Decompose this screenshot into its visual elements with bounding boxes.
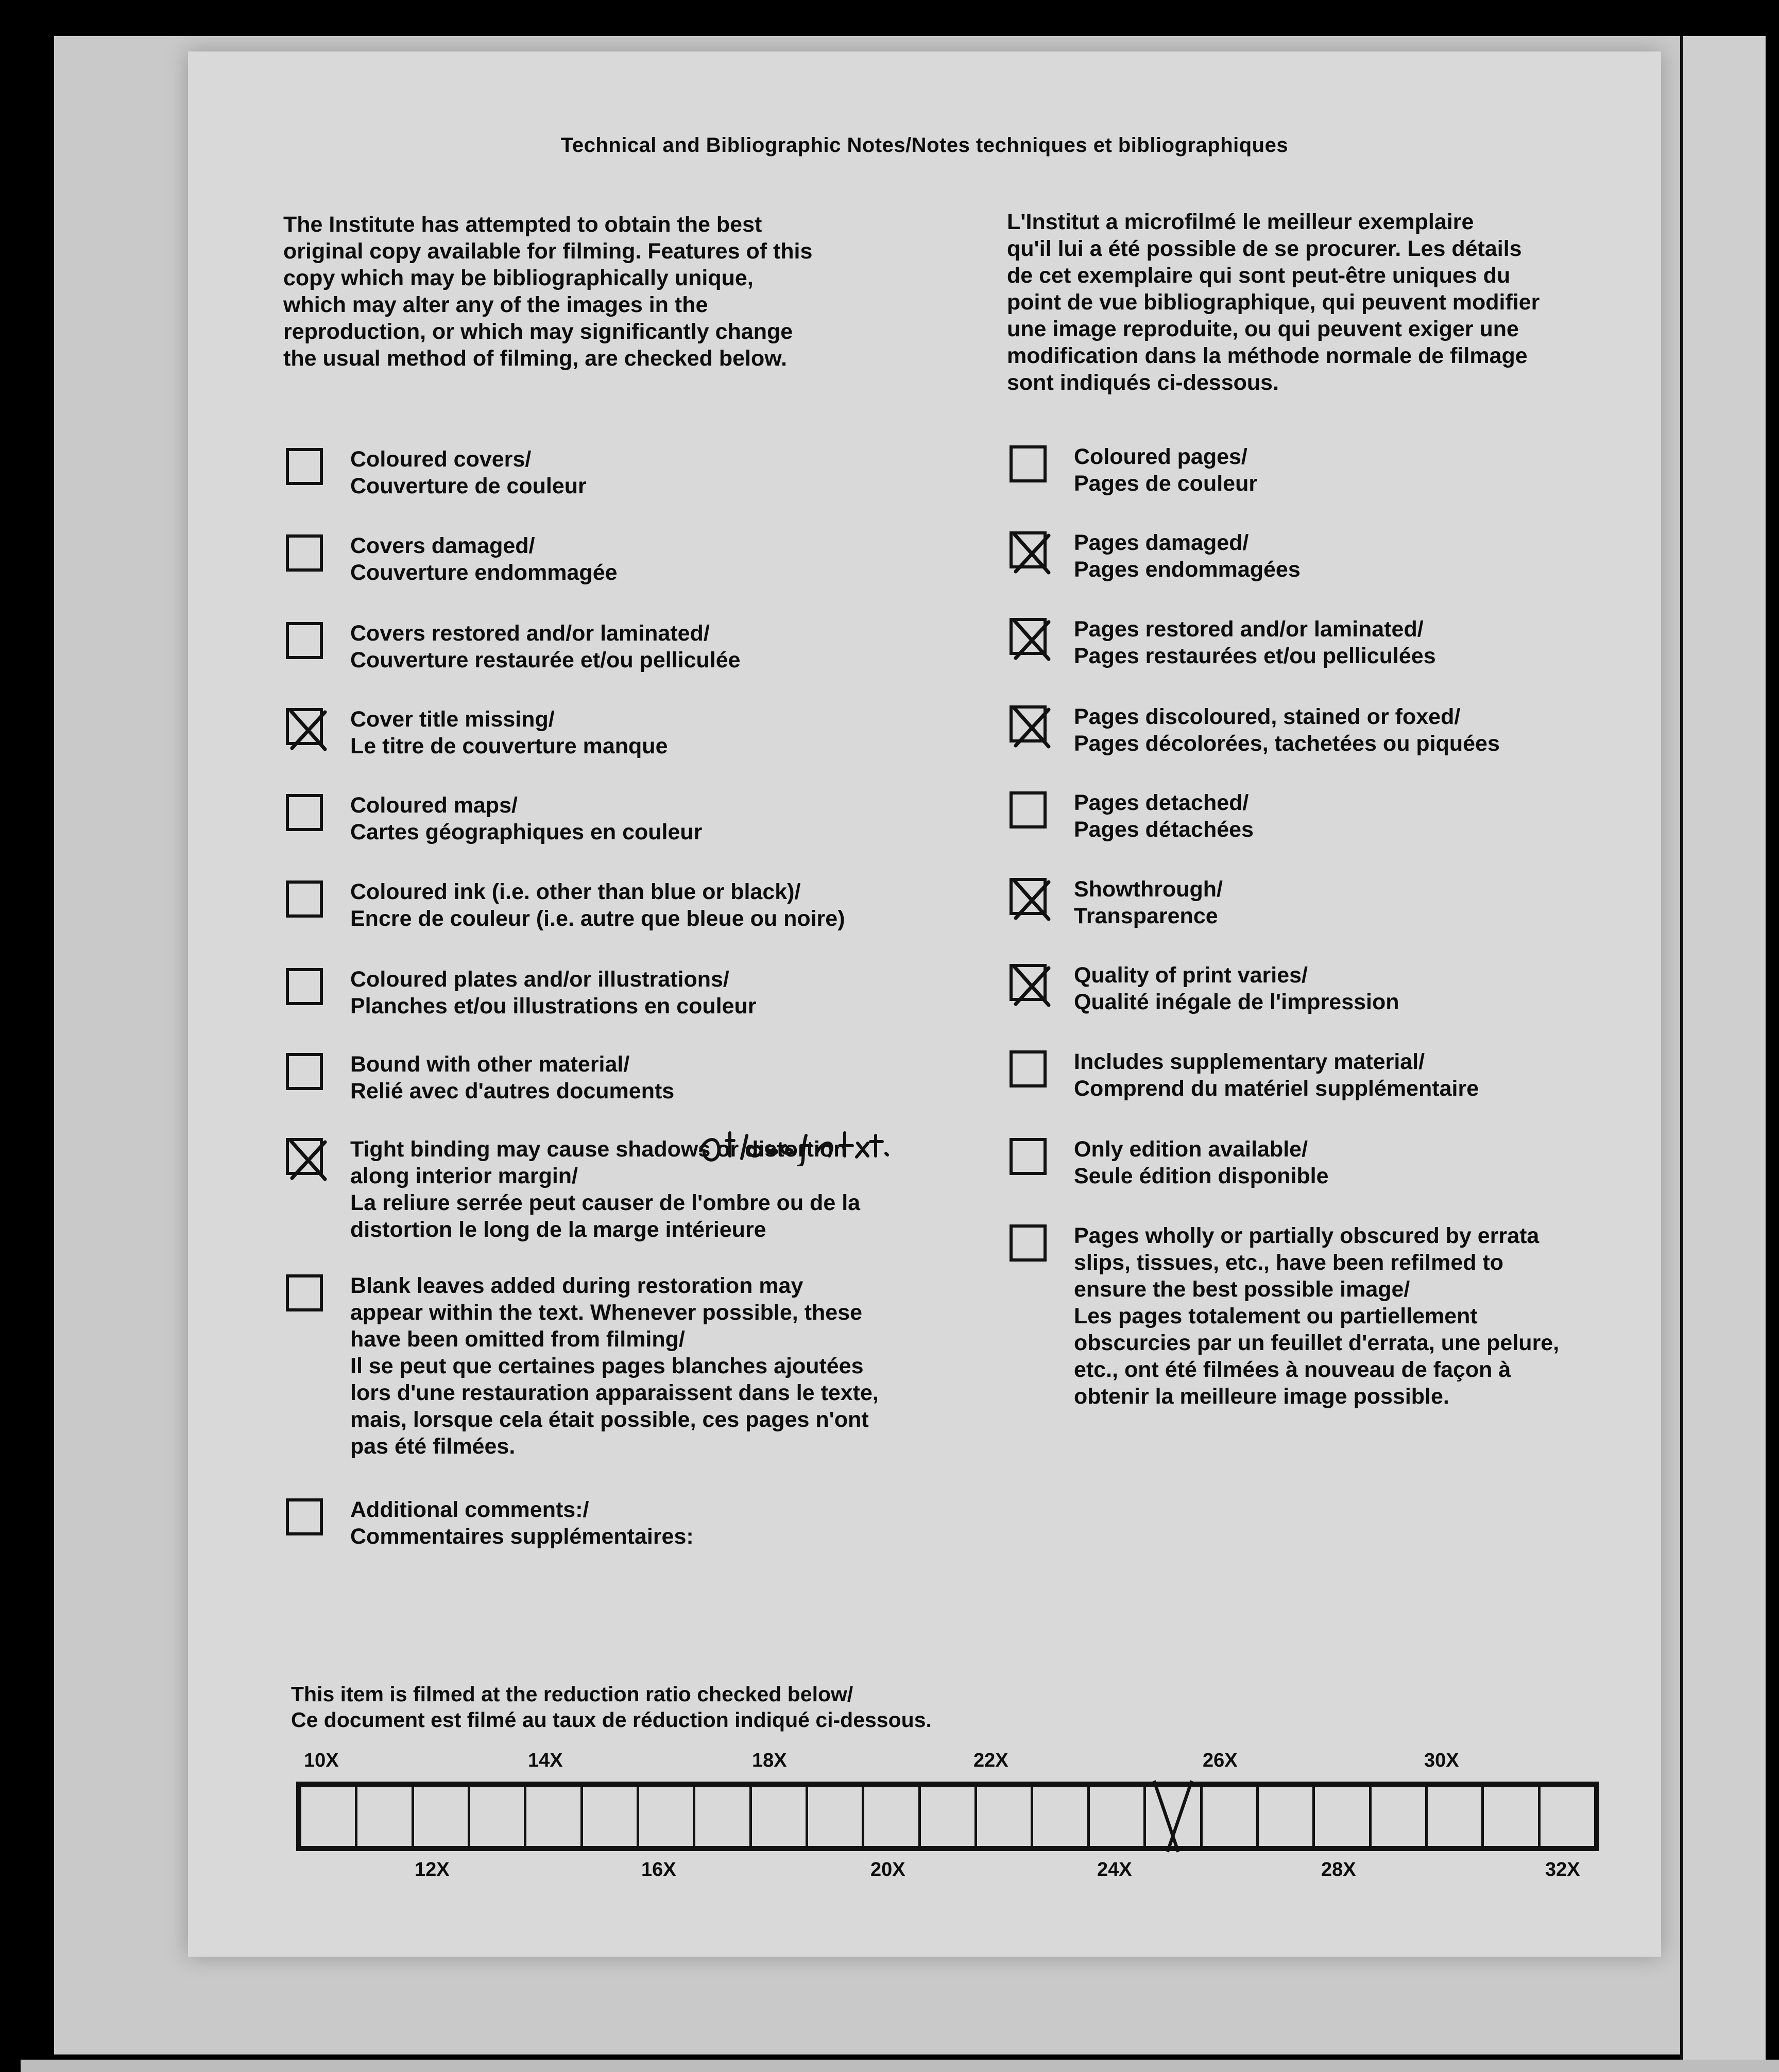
checkbox-unchecked[interactable] xyxy=(1010,445,1047,482)
ratio-cell[interactable] xyxy=(977,1787,1033,1846)
checklist-item-label: Quality of print varies/ Qualité inégale de l'impression xyxy=(1074,963,1399,1014)
ratio-label-bottom: 12X xyxy=(415,1859,450,1880)
checklist-item-label: Tight binding may cause shadows or distortion along interior margin/ La reliure serrée peut causer de l'ombre ou de la distortion le long de la marge intérieure xyxy=(350,1137,861,1242)
reduction-ratio-table xyxy=(296,1782,1599,1851)
ratio-cell[interactable] xyxy=(808,1787,864,1846)
check-cross-mark xyxy=(1005,701,1057,753)
ratio-label-top: 30X xyxy=(1424,1750,1459,1771)
ratio-cell[interactable] xyxy=(414,1787,470,1846)
checkbox-unchecked[interactable] xyxy=(1010,1050,1047,1087)
checkbox-unchecked[interactable] xyxy=(286,1053,323,1090)
checkbox-unchecked[interactable] xyxy=(1010,1224,1047,1262)
ratio-cell[interactable] xyxy=(526,1787,583,1846)
ratio-cell[interactable] xyxy=(583,1787,639,1846)
checklist-item-label: Covers restored and/or laminated/ Couverture restaurée et/ou pelliculée xyxy=(350,621,741,672)
checkbox-checked[interactable] xyxy=(1010,878,1047,915)
check-cross-mark xyxy=(1005,614,1057,665)
ratio-cell[interactable] xyxy=(357,1787,414,1846)
ratio-cell[interactable] xyxy=(921,1787,977,1846)
check-cross-mark xyxy=(282,704,333,755)
adjacent-frame xyxy=(1680,36,1766,2065)
check-cross-mark xyxy=(1005,960,1057,1011)
ratio-cell[interactable] xyxy=(1315,1787,1371,1846)
checklist-item-label: Pages restored and/or laminated/ Pages restaurées et/ou pelliculées xyxy=(1074,617,1436,668)
checklist-item-label: Cover title missing/ Le titre de couverture manque xyxy=(350,707,668,758)
checkbox-unchecked[interactable] xyxy=(286,880,323,918)
ratio-check-mark xyxy=(1146,1787,1200,1846)
checkbox-unchecked[interactable] xyxy=(286,794,323,831)
ratio-label-top: 14X xyxy=(528,1750,563,1771)
film-edge xyxy=(21,2060,1779,2072)
ratio-cell[interactable] xyxy=(1428,1787,1484,1846)
ratio-cell[interactable] xyxy=(695,1787,751,1846)
checklist-item-label: Coloured pages/ Pages de couleur xyxy=(1074,444,1258,496)
ratio-label-top: 26X xyxy=(1203,1750,1238,1771)
ratio-cell[interactable] xyxy=(639,1787,695,1846)
handwritten-note xyxy=(698,1125,894,1166)
checkbox-unchecked[interactable] xyxy=(286,1274,323,1311)
checklist-item-label: Pages damaged/ Pages endommagées xyxy=(1074,530,1301,582)
handwritten-note-scribble xyxy=(698,1125,894,1166)
check-cross-mark xyxy=(1005,527,1057,579)
checkbox-unchecked[interactable] xyxy=(1010,1138,1047,1175)
ratio-label-top: 18X xyxy=(752,1750,787,1771)
ratio-cell[interactable] xyxy=(1146,1787,1202,1846)
checkbox-checked[interactable] xyxy=(286,1138,323,1175)
checklist-item-label: Bound with other material/ Relié avec d'autres documents xyxy=(350,1052,675,1103)
checkbox-unchecked[interactable] xyxy=(286,1498,323,1535)
ratio-cell[interactable] xyxy=(1033,1787,1089,1846)
checklist-item-label: Blank leaves added during restoration may appear within the text. Whenever possible, these have been omitted from filming/ Il se peut que certaines pages blanches ajoutées lors d'une restauration apparaissent dans le texte, mais, lorsque cela était possible, ces pages n'ont pas été filmées. xyxy=(350,1273,879,1459)
checklist-item-label: Coloured covers/ Couverture de couleur xyxy=(350,447,587,498)
ratio-cell[interactable] xyxy=(1259,1787,1315,1846)
intro-french: L'Institut a microfilmé le meilleur exemplaire qu'il lui a été possible de se procurer. Les détails de cet exemplaire qui sont peut-être uniques du point de vue bibliographique, qui peuvent modifier une image reproduite, ou qui peuvent exiger une modification dans la méthode normale de filmage sont indiqués ci-dessous. xyxy=(1007,210,1540,395)
checklist-item-label: Coloured plates and/or illustrations/ Planches et/ou illustrations en couleur xyxy=(350,967,757,1018)
checkbox-unchecked[interactable] xyxy=(286,622,323,659)
ratio-cell[interactable] xyxy=(470,1787,526,1846)
ratio-cell[interactable] xyxy=(1372,1787,1428,1846)
checklist-item-label: Pages wholly or partially obscured by errata slips, tissues, etc., have been refilmed to ensure the best possible image/ Les pages totalement ou partiellement obscurcies par un feuillet d'errata, une pelure, etc., ont été filmées à nouveau de façon à obtenir la meilleure image possible. xyxy=(1074,1223,1560,1409)
checklist-item-label: Only edition available/ Seule édition disponible xyxy=(1074,1137,1329,1188)
ratio-label-bottom: 32X xyxy=(1545,1859,1580,1880)
checkbox-checked[interactable] xyxy=(286,708,323,745)
ratio-label-top: 22X xyxy=(973,1750,1008,1771)
ratio-label-bottom: 20X xyxy=(870,1859,905,1880)
ratio-cell[interactable] xyxy=(301,1787,357,1846)
checkbox-checked[interactable] xyxy=(1010,964,1047,1001)
checklist-item-label: Additional comments:/ Commentaires supplémentaires: xyxy=(350,1497,694,1549)
ratio-label-bottom: 24X xyxy=(1097,1859,1132,1880)
checklist-item-label: Coloured maps/ Cartes géographiques en couleur xyxy=(350,793,703,844)
ratio-cell[interactable] xyxy=(1090,1787,1146,1846)
ratio-cell[interactable] xyxy=(1484,1787,1540,1846)
check-cross-mark xyxy=(282,1134,333,1185)
reduction-ratio-text: This item is filmed at the reduction ratio checked below/ Ce document est filmé au taux de réduction indiqué ci-dessous. xyxy=(291,1682,932,1732)
checkbox-checked[interactable] xyxy=(1010,531,1047,568)
ratio-cell[interactable] xyxy=(1541,1787,1594,1846)
checklist-item-label: Showthrough/ Transparence xyxy=(1074,877,1223,928)
checkbox-unchecked[interactable] xyxy=(1010,791,1047,828)
ratio-label-top: 10X xyxy=(304,1750,339,1771)
checklist-item-label: Includes supplementary material/ Comprend du matériel supplémentaire xyxy=(1074,1049,1479,1101)
notes-sheet xyxy=(188,51,1661,1957)
check-cross-mark xyxy=(1005,874,1057,925)
page-title: Technical and Bibliographic Notes/Notes techniques et bibliographiques xyxy=(560,134,1289,157)
ratio-label-bottom: 16X xyxy=(641,1859,676,1880)
ratio-cell[interactable] xyxy=(864,1787,920,1846)
checklist-item-label: Coloured ink (i.e. other than blue or black)/ Encre de couleur (i.e. autre que bleue ou noire) xyxy=(350,879,845,931)
intro-english: The Institute has attempted to obtain the best original copy available for filming. Features of this copy which may be bibliographically unique, which may alter any of the images in the reproduction, or which may significantly change the usual method of filming, are checked below. xyxy=(283,212,813,371)
checklist-item-label: Pages discoloured, stained or foxed/ Pages décolorées, tachetées ou piquées xyxy=(1074,704,1500,756)
checklist-item-label: Covers damaged/ Couverture endommagée xyxy=(350,533,618,585)
checkbox-checked[interactable] xyxy=(1010,618,1047,655)
ratio-cell[interactable] xyxy=(1203,1787,1259,1846)
checkbox-unchecked[interactable] xyxy=(286,448,323,485)
checkbox-unchecked[interactable] xyxy=(286,534,323,572)
checkbox-checked[interactable] xyxy=(1010,705,1047,743)
ratio-label-bottom: 28X xyxy=(1321,1859,1356,1880)
checklist-item-label: Pages detached/ Pages détachées xyxy=(1074,790,1254,842)
checkbox-unchecked[interactable] xyxy=(286,968,323,1005)
ratio-cell[interactable] xyxy=(752,1787,808,1846)
